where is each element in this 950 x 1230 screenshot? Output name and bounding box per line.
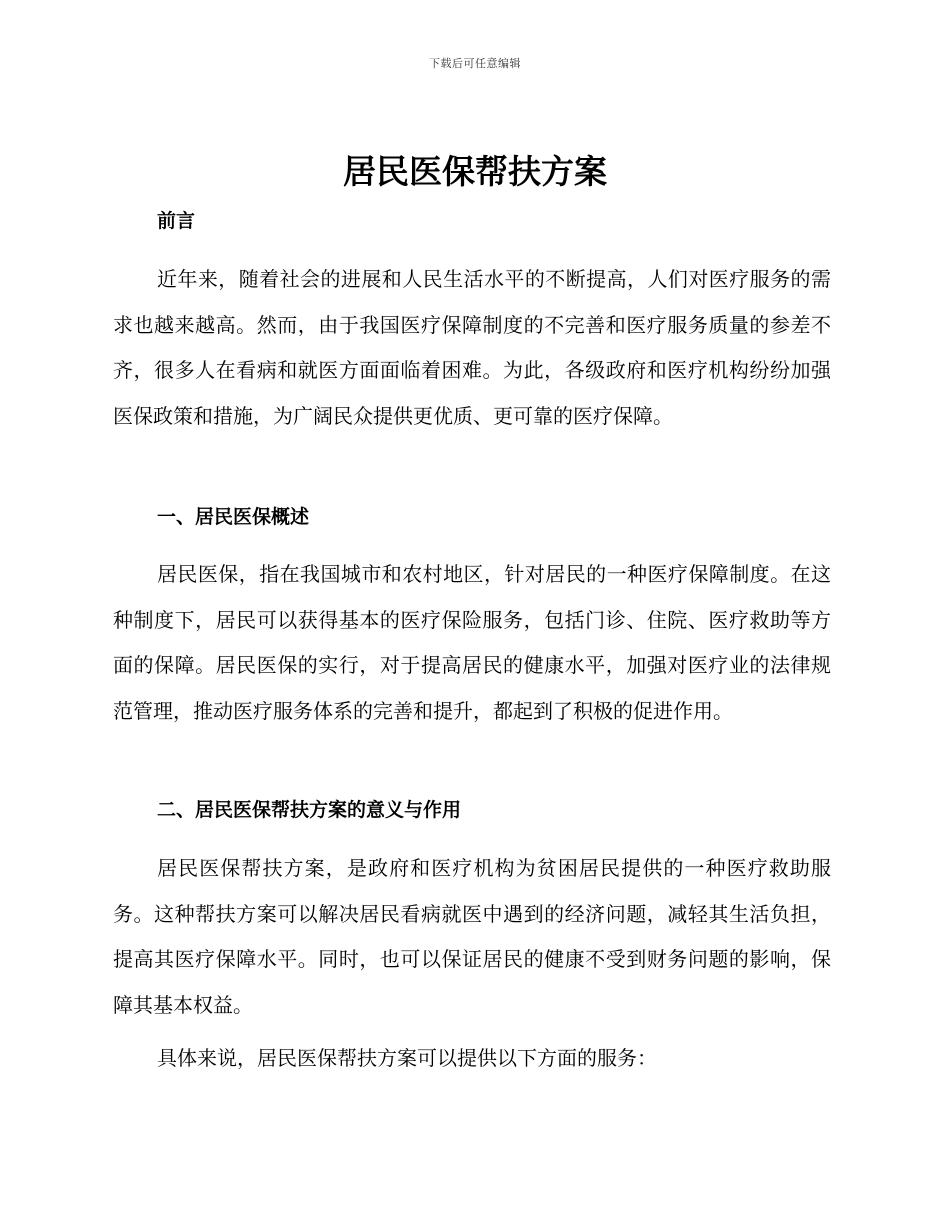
paragraph-significance-1: 居民医保帮扶方案，是政府和医疗机构为贫困居民提供的一种医疗救助服务。这种帮扶方案可以解决居民看病就医中遇到的经济问题，减轻其生活负担，提高其医疗保障水平。同时，也可以保证居民的健康不受到财务问题的影响，保障其基本权益。	[113, 856, 831, 1017]
document-title: 居民医保帮扶方案	[343, 152, 607, 191]
paragraph-significance-2: 具体来说，居民医保帮扶方案可以提供以下方面的服务：	[157, 1046, 657, 1070]
section-heading-preface: 前言	[157, 210, 196, 232]
section-heading-overview: 一、居民医保概述	[157, 506, 310, 528]
section-heading-significance: 二、居民医保帮扶方案的意义与作用	[157, 799, 462, 821]
paragraph-preface: 近年来，随着社会的进展和人民生活水平的不断提高，人们对医疗服务的需求也越来越高。然而，由于我国医疗保障制度的不完善和医疗服务质量的参差不齐，很多人在看病和就医方面面临着困难。为此，各级政府和医疗机构纷纷加强医保政策和措施，为广阔民众提供更优质、更可靠的医疗保障。	[113, 267, 831, 428]
paragraph-overview: 居民医保，指在我国城市和农村地区，针对居民的一种医疗保障制度。在这种制度下，居民可以获得基本的医疗保险服务，包括门诊、住院、医疗救助等方面的保障。居民医保的实行，对于提高居民的健康水平，加强对医疗业的法律规范管理，推动医疗服务体系的完善和提升，都起到了积极的促进作用。	[113, 562, 831, 723]
page-header-note: 下载后可任意编辑	[429, 57, 521, 70]
